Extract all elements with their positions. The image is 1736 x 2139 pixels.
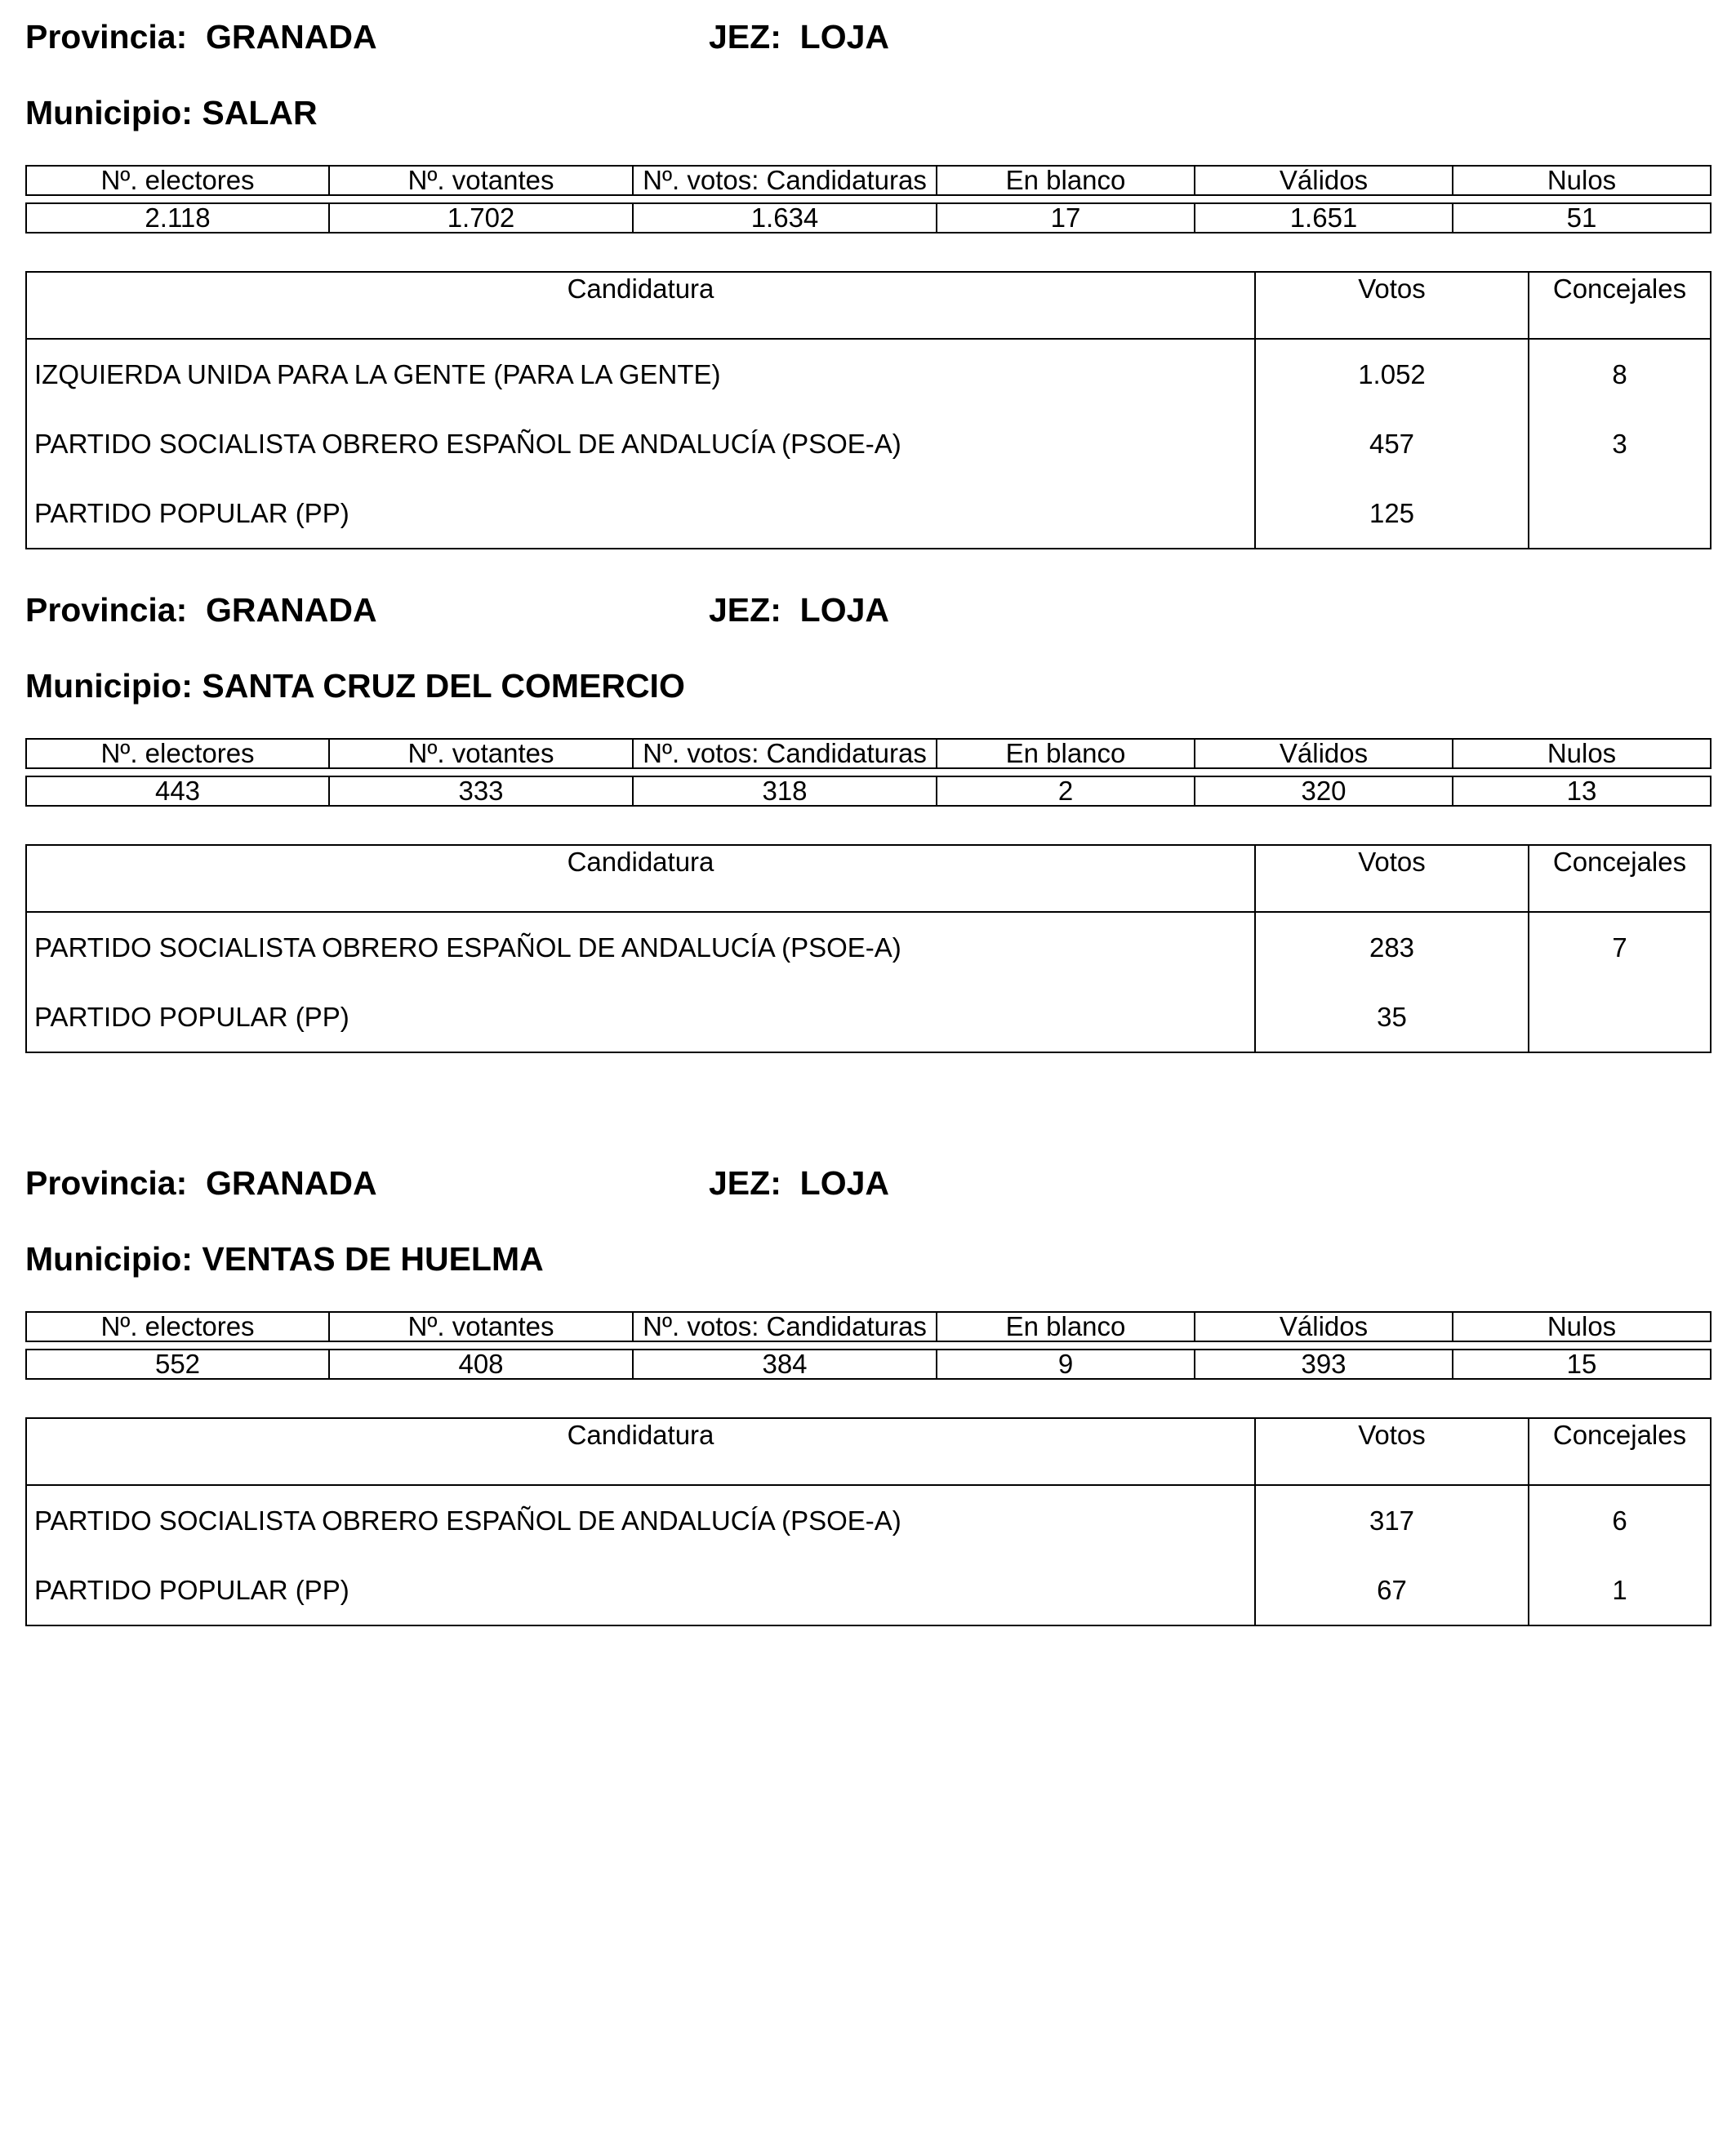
- provincia-label: Provincia:: [25, 1164, 188, 1202]
- stats-header-row: [26, 1312, 1711, 1341]
- municipio-line: [25, 93, 318, 132]
- candidaturas-table: [25, 844, 1712, 1053]
- stats-header-nulos: Nulos: [1453, 1312, 1711, 1341]
- cand-header-votos: Votos: [1255, 845, 1529, 912]
- stats-value-validos: 320: [1195, 776, 1453, 806]
- stats-header-en-blanco: En blanco: [937, 1312, 1195, 1341]
- stats-value-votantes: 333: [329, 776, 633, 806]
- stats-value-votos-candidaturas: 318: [633, 776, 937, 806]
- provincia-line: [25, 590, 377, 629]
- cand-concejales: 1: [1529, 1555, 1711, 1625]
- jez-label: JEZ:: [709, 18, 781, 56]
- stats-value-electores: 552: [26, 1350, 329, 1379]
- municipio-value: SANTA CRUZ DEL COMERCIO: [202, 667, 685, 705]
- stats-value-nulos: 13: [1453, 776, 1711, 806]
- cand-header-concejales: Concejales: [1529, 272, 1711, 339]
- cand-header-concejales: Concejales: [1529, 845, 1711, 912]
- cand-header-row: [26, 1418, 1711, 1485]
- cand-concejales: 7: [1529, 912, 1711, 982]
- table-row: [26, 478, 1711, 549]
- stats-header-en-blanco: En blanco: [937, 166, 1195, 195]
- cand-concejales: 6: [1529, 1485, 1711, 1555]
- municipio-value: SALAR: [202, 94, 318, 131]
- jez-line: [709, 590, 889, 629]
- stats-header-electores: Nº. electores: [26, 1312, 329, 1341]
- stats-header-electores: Nº. electores: [26, 166, 329, 195]
- jez-value: LOJA: [799, 591, 890, 629]
- jez-label: JEZ:: [709, 1164, 781, 1202]
- stats-header-validos: Válidos: [1195, 739, 1453, 768]
- cand-header-candidatura: Candidatura: [26, 845, 1255, 912]
- stats-header-en-blanco: En blanco: [937, 739, 1195, 768]
- municipio-label: Municipio:: [25, 1240, 193, 1278]
- stats-value-row: [26, 776, 1711, 806]
- cand-votos: 1.052: [1255, 339, 1529, 409]
- stats-header-votantes: Nº. votantes: [329, 1312, 633, 1341]
- stats-value-votantes: 408: [329, 1350, 633, 1379]
- cand-header-concejales: Concejales: [1529, 1418, 1711, 1485]
- cand-concejales: 8: [1529, 339, 1711, 409]
- stats-table: [25, 738, 1712, 807]
- stats-header-validos: Válidos: [1195, 166, 1453, 195]
- provincia-label: Provincia:: [25, 18, 188, 56]
- stats-header-votos-candidaturas: Nº. votos: Candidaturas: [633, 166, 937, 195]
- stats-value-votos-candidaturas: 1.634: [633, 203, 937, 233]
- provincia-value: GRANADA: [206, 591, 377, 629]
- cand-header-row: [26, 845, 1711, 912]
- cand-votos: 457: [1255, 409, 1529, 478]
- stats-header-nulos: Nulos: [1453, 166, 1711, 195]
- municipio-label: Municipio:: [25, 667, 193, 705]
- table-row: [26, 409, 1711, 478]
- table-row: [26, 1485, 1711, 1555]
- stats-value-row: [26, 1350, 1711, 1379]
- stats-header-row: [26, 739, 1711, 768]
- stats-value-nulos: 51: [1453, 203, 1711, 233]
- stats-value-row: [26, 203, 1711, 233]
- cand-votos: 125: [1255, 478, 1529, 549]
- cand-concejales: [1529, 982, 1711, 1052]
- provincia-label: Provincia:: [25, 591, 188, 629]
- cand-votos: 67: [1255, 1555, 1529, 1625]
- cand-name: PARTIDO POPULAR (PP): [26, 982, 1255, 1052]
- stats-header-row: [26, 166, 1711, 195]
- provincia-line: [25, 17, 377, 56]
- jez-line: [709, 17, 889, 56]
- table-row: [26, 1555, 1711, 1625]
- municipio-line: [25, 1239, 544, 1279]
- stats-value-votos-candidaturas: 384: [633, 1350, 937, 1379]
- jez-value: LOJA: [799, 18, 890, 56]
- cand-header-candidatura: Candidatura: [26, 1418, 1255, 1485]
- cand-name: PARTIDO SOCIALISTA OBRERO ESPAÑOL DE ANDALUCÍA (PSOE-A): [26, 409, 1255, 478]
- stats-value-electores: 2.118: [26, 203, 329, 233]
- stats-header-votantes: Nº. votantes: [329, 739, 633, 768]
- cand-name: PARTIDO SOCIALISTA OBRERO ESPAÑOL DE ANDALUCÍA (PSOE-A): [26, 1485, 1255, 1555]
- stats-value-en-blanco: 9: [937, 1350, 1195, 1379]
- municipio-value: VENTAS DE HUELMA: [202, 1240, 544, 1278]
- table-row: [26, 982, 1711, 1052]
- table-row: [26, 339, 1711, 409]
- stats-header-votos-candidaturas: Nº. votos: Candidaturas: [633, 739, 937, 768]
- cand-votos: 283: [1255, 912, 1529, 982]
- cand-concejales: 3: [1529, 409, 1711, 478]
- stats-header-nulos: Nulos: [1453, 739, 1711, 768]
- stats-value-electores: 443: [26, 776, 329, 806]
- stats-table: [25, 1311, 1712, 1380]
- table-row: [26, 912, 1711, 982]
- candidaturas-table: [25, 1417, 1712, 1626]
- cand-header-votos: Votos: [1255, 272, 1529, 339]
- provincia-value: GRANADA: [206, 1164, 377, 1202]
- stats-value-validos: 1.651: [1195, 203, 1453, 233]
- stats-header-votantes: Nº. votantes: [329, 166, 633, 195]
- cand-concejales: [1529, 478, 1711, 549]
- jez-label: JEZ:: [709, 591, 781, 629]
- stats-value-en-blanco: 17: [937, 203, 1195, 233]
- cand-votos: 35: [1255, 982, 1529, 1052]
- cand-name: PARTIDO POPULAR (PP): [26, 1555, 1255, 1625]
- candidaturas-table: [25, 271, 1712, 549]
- stats-header-electores: Nº. electores: [26, 739, 329, 768]
- provincia-line: [25, 1163, 377, 1203]
- municipio-label: Municipio:: [25, 94, 193, 131]
- municipio-line: [25, 666, 685, 705]
- cand-name: IZQUIERDA UNIDA PARA LA GENTE (PARA LA GENTE): [26, 339, 1255, 409]
- stats-header-votos-candidaturas: Nº. votos: Candidaturas: [633, 1312, 937, 1341]
- cand-header-candidatura: Candidatura: [26, 272, 1255, 339]
- jez-line: [709, 1163, 889, 1203]
- stats-value-votantes: 1.702: [329, 203, 633, 233]
- cand-votos: 317: [1255, 1485, 1529, 1555]
- provincia-value: GRANADA: [206, 18, 377, 56]
- stats-value-validos: 393: [1195, 1350, 1453, 1379]
- cand-header-votos: Votos: [1255, 1418, 1529, 1485]
- jez-value: LOJA: [799, 1164, 890, 1202]
- cand-name: PARTIDO SOCIALISTA OBRERO ESPAÑOL DE ANDALUCÍA (PSOE-A): [26, 912, 1255, 982]
- cand-header-row: [26, 272, 1711, 339]
- stats-header-validos: Válidos: [1195, 1312, 1453, 1341]
- stats-value-en-blanco: 2: [937, 776, 1195, 806]
- stats-table: [25, 165, 1712, 233]
- stats-value-nulos: 15: [1453, 1350, 1711, 1379]
- cand-name: PARTIDO POPULAR (PP): [26, 478, 1255, 549]
